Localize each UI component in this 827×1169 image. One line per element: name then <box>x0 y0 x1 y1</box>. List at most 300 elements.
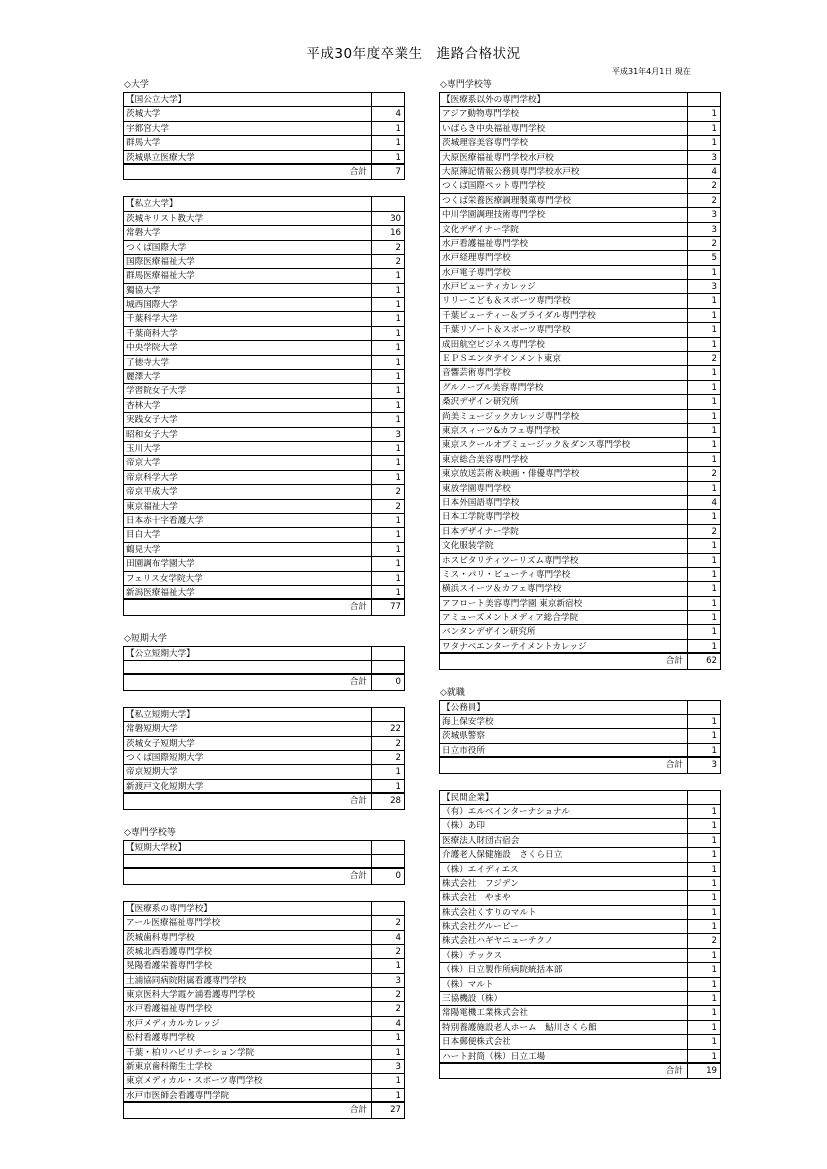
school-name: 日本外国語専門学校 <box>440 496 688 509</box>
school-name: フェリス女学院大学 <box>124 572 372 585</box>
acceptance-count: 2 <box>395 501 401 512</box>
total-label: 合計 <box>124 675 372 689</box>
school-name: 常磐短期大学 <box>124 722 372 735</box>
school-row <box>124 136 404 150</box>
acceptance-count: 1 <box>395 559 401 570</box>
section-heading: ◇就職 <box>440 687 465 698</box>
school-name: 茨城歯科専門学校 <box>124 931 372 944</box>
school-name: 茨城北西看護専門学校 <box>124 945 372 958</box>
school-name: 国際医療福祉大学 <box>124 255 372 268</box>
school-row <box>440 992 720 1006</box>
school-name: 株式会社グルーピー <box>440 920 688 933</box>
acceptance-count: 2 <box>395 918 401 929</box>
acceptance-count: 1 <box>395 1047 401 1058</box>
school-name: 茨城県立医療大学 <box>124 151 372 163</box>
school-name: 茨城キリスト教大学 <box>124 212 372 225</box>
section-heading: ◇専門学校等 <box>124 827 176 838</box>
acceptance-count: 1 <box>395 1033 401 1044</box>
acceptance-count: 1 <box>711 731 717 742</box>
school-row <box>440 554 720 568</box>
acceptance-count: 2 <box>395 1004 401 1015</box>
section-group <box>123 632 405 810</box>
acceptance-count: 22 <box>390 724 401 735</box>
section-heading: ◇短期大学 <box>124 633 167 644</box>
section-group <box>123 78 405 616</box>
acceptance-count: 1 <box>711 907 717 918</box>
school-name: つくば栄養医療調理製菓専門学校 <box>440 194 688 207</box>
school-name <box>124 661 372 673</box>
acceptance-count: 2 <box>711 469 717 480</box>
acceptance-count: 1 <box>711 850 717 861</box>
school-row <box>124 780 404 794</box>
school-row <box>440 978 720 992</box>
acceptance-count: 1 <box>711 411 717 422</box>
school-row <box>124 1060 404 1074</box>
school-name: 獨協大学 <box>124 284 372 297</box>
acceptance-count: 1 <box>395 472 401 483</box>
school-row <box>440 136 720 150</box>
school-name: 水戸電子専門学校 <box>440 266 688 279</box>
school-row <box>124 399 404 413</box>
total-row <box>124 675 404 689</box>
acceptance-count: 1 <box>711 512 717 523</box>
school-row <box>440 424 720 438</box>
school-name: 学習院女子大学 <box>124 384 372 397</box>
acceptance-count: 1 <box>711 584 717 595</box>
acceptance-count: 1 <box>711 979 717 990</box>
total-label: 合計 <box>124 165 372 179</box>
school-row <box>124 1074 404 1088</box>
acceptance-count: 1 <box>711 483 717 494</box>
school-name: 帝京平成大学 <box>124 485 372 498</box>
page-title: 平成30年度卒業生 進路合格状況 <box>306 46 521 62</box>
school-row <box>124 471 404 485</box>
school-row <box>440 863 720 877</box>
school-row <box>440 266 720 280</box>
acceptance-count: 1 <box>711 267 717 278</box>
school-row <box>440 640 720 654</box>
category-title: 【国公立大学】 <box>124 93 372 106</box>
school-row <box>440 165 720 179</box>
school-name: 音響芸術専門学校 <box>440 366 688 379</box>
school-row <box>440 338 720 352</box>
school-row <box>124 298 404 312</box>
total-label: 合計 <box>124 794 372 808</box>
acceptance-count: 2 <box>711 936 717 947</box>
school-name: 尚美ミュージックカレッジ専門学校 <box>440 410 688 423</box>
acceptance-count: 1 <box>395 138 401 149</box>
category-title-count <box>372 841 404 854</box>
total-count: 3 <box>711 760 717 771</box>
acceptance-count: 1 <box>711 613 717 624</box>
total-count: 62 <box>706 656 717 667</box>
total-row <box>440 654 720 668</box>
school-name: 中川学園調理技術専門学校 <box>440 208 688 221</box>
school-row <box>440 949 720 963</box>
category-header-row <box>440 791 720 805</box>
category-table <box>439 92 721 670</box>
school-row <box>440 381 720 395</box>
school-row <box>440 194 720 208</box>
acceptance-count: 1 <box>395 357 401 368</box>
school-row <box>440 963 720 977</box>
acceptance-count: 1 <box>711 922 717 933</box>
school-row <box>440 568 720 582</box>
school-name: 新東京歯科衛生士学校 <box>124 1060 372 1073</box>
acceptance-count: 1 <box>711 1037 717 1048</box>
school-row <box>124 751 404 765</box>
school-name <box>124 855 372 867</box>
school-name: 鶴見大学 <box>124 543 372 556</box>
acceptance-count <box>372 855 404 867</box>
acceptance-count: 1 <box>395 767 401 778</box>
school-name: （株）マルト <box>440 978 688 991</box>
school-name: 田園調布学園大学 <box>124 557 372 570</box>
school-row <box>440 323 720 337</box>
acceptance-count: 1 <box>711 878 717 889</box>
school-row <box>124 543 404 557</box>
school-row <box>124 269 404 283</box>
school-name: （株）あ印 <box>440 819 688 832</box>
school-row <box>124 212 404 226</box>
school-name: 常磐大学 <box>124 226 372 239</box>
school-name: 東京福祉大学 <box>124 500 372 513</box>
left-column <box>123 78 405 1135</box>
school-name: 東京スクールオブミュージック＆ダンス専門学校 <box>440 438 688 451</box>
school-name: 株式会社 フジデン <box>440 877 688 890</box>
school-name: アフロート美容専門学園 東京新宿校 <box>440 597 688 610</box>
acceptance-count: 1 <box>711 541 717 552</box>
school-name: ホスピタリティツーリズム専門学校 <box>440 554 688 567</box>
school-row <box>440 625 720 639</box>
school-row <box>440 122 720 136</box>
school-name: 茨城大学 <box>124 107 372 120</box>
total-count: 77 <box>390 602 401 613</box>
school-name: 茨城理容美容専門学校 <box>440 136 688 149</box>
category-header-row <box>440 93 720 107</box>
category-title-count <box>372 647 404 660</box>
acceptance-count: 2 <box>395 256 401 267</box>
school-row <box>124 855 404 869</box>
school-name: 新潟医療福祉大学 <box>124 586 372 598</box>
school-row <box>124 241 404 255</box>
acceptance-count: 3 <box>711 152 717 163</box>
acceptance-count: 1 <box>395 1076 401 1087</box>
total-row <box>124 794 404 808</box>
school-row <box>440 510 720 524</box>
category-header-row <box>124 708 404 722</box>
school-row <box>440 877 720 891</box>
school-name: アール医療福祉専門学校 <box>124 916 372 929</box>
school-row <box>440 848 720 862</box>
school-row <box>440 525 720 539</box>
acceptance-count: 2 <box>711 354 717 365</box>
acceptance-count: 1 <box>395 587 401 598</box>
acceptance-count: 1 <box>711 296 717 307</box>
school-row <box>440 920 720 934</box>
acceptance-count: 1 <box>711 325 717 336</box>
total-row <box>124 600 404 614</box>
school-name: 東京放送芸術＆映画・俳優専門学校 <box>440 467 688 480</box>
category-title: 【公務員】 <box>440 701 688 714</box>
school-name: ＥＰＳエンタテインメント東京 <box>440 352 688 365</box>
school-row <box>124 1031 404 1045</box>
school-name: 千葉ビューティー＆ブライダル専門学校 <box>440 309 688 322</box>
school-name: 中央学院大学 <box>124 341 372 354</box>
acceptance-count: 3 <box>395 1062 401 1073</box>
category-title: 【公立短期大学】 <box>124 647 372 660</box>
acceptance-count: 2 <box>395 946 401 957</box>
school-row <box>124 255 404 269</box>
acceptance-count: 1 <box>711 123 717 134</box>
school-name: 杏林大学 <box>124 399 372 412</box>
school-row <box>440 280 720 294</box>
school-row <box>124 931 404 945</box>
acceptance-count: 1 <box>395 271 401 282</box>
school-name: 茨城県警察 <box>440 729 688 742</box>
school-row <box>124 226 404 240</box>
school-row <box>440 179 720 193</box>
acceptance-count: 1 <box>395 386 401 397</box>
section-group <box>439 78 721 670</box>
school-row <box>124 413 404 427</box>
acceptance-count: 3 <box>711 224 717 235</box>
category-title-count <box>688 791 720 804</box>
acceptance-count: 1 <box>711 1051 717 1062</box>
school-name: 千葉リゾート＆スポーツ専門学校 <box>440 323 688 336</box>
school-name: 群馬医療福祉大学 <box>124 269 372 282</box>
total-count: 0 <box>395 871 401 882</box>
acceptance-count: 1 <box>711 440 717 451</box>
total-count: 19 <box>706 1066 717 1076</box>
acceptance-count: 1 <box>711 425 717 436</box>
school-row <box>124 737 404 751</box>
acceptance-count: 3 <box>711 282 717 293</box>
acceptance-count: 1 <box>711 569 717 580</box>
total-count: 7 <box>395 166 401 177</box>
school-name: 水戸看護福祉専門学校 <box>440 237 688 250</box>
acceptance-count: 1 <box>395 1090 401 1101</box>
total-label: 合計 <box>124 869 372 883</box>
school-name: 横浜スイーツ＆カフェ専門学校 <box>440 582 688 595</box>
school-name: 日立市役所 <box>440 744 688 756</box>
school-name: （有）エルベインターナショナル <box>440 805 688 818</box>
school-row <box>440 906 720 920</box>
school-row <box>124 974 404 988</box>
school-name: 日本工学院専門学校 <box>440 510 688 523</box>
school-row <box>440 611 720 625</box>
acceptance-count: 1 <box>711 821 717 832</box>
school-name: 帝京短期大学 <box>124 765 372 778</box>
acceptance-count: 1 <box>711 368 717 379</box>
school-name: 東京メディカル・スポーツ専門学校 <box>124 1074 372 1087</box>
acceptance-count: 2 <box>711 526 717 537</box>
school-name: 土浦協同病院附属看護専門学校 <box>124 974 372 987</box>
school-name: 文化デザイナー学院 <box>440 223 688 236</box>
section-group <box>439 686 721 1080</box>
school-name: 介護老人保健施設 さくら日立 <box>440 848 688 861</box>
school-row <box>124 945 404 959</box>
school-name: つくば国際短期大学 <box>124 751 372 764</box>
acceptance-count: 2 <box>395 738 401 749</box>
school-row <box>440 582 720 596</box>
category-table <box>123 196 405 615</box>
school-row <box>440 744 720 758</box>
acceptance-count: 1 <box>395 400 401 411</box>
school-name: 松村看護専門学校 <box>124 1031 372 1044</box>
school-row <box>124 356 404 370</box>
school-row <box>124 1046 404 1060</box>
school-row <box>440 1050 720 1064</box>
school-row <box>440 107 720 121</box>
school-name: 水戸ビューティカレッジ <box>440 280 688 293</box>
school-row <box>440 208 720 222</box>
school-name: （株）エイディエス <box>440 863 688 876</box>
acceptance-count: 3 <box>711 210 717 221</box>
school-name: 実践女子大学 <box>124 413 372 426</box>
acceptance-count: 2 <box>395 990 401 1001</box>
school-name: 茨城女子短期大学 <box>124 737 372 750</box>
school-name: 成田航空ビジネス専門学校 <box>440 338 688 351</box>
acceptance-count: 4 <box>395 109 401 120</box>
acceptance-count: 3 <box>395 429 401 440</box>
school-row <box>124 341 404 355</box>
acceptance-count: 1 <box>395 781 401 792</box>
school-row <box>124 151 404 165</box>
school-row <box>124 586 404 600</box>
school-row <box>440 251 720 265</box>
as-of-date: 平成31年4月1日 現在 <box>612 67 691 76</box>
category-header-row <box>124 902 404 916</box>
school-row <box>124 312 404 326</box>
total-count: 27 <box>390 1105 401 1116</box>
school-name: 東京医科大学霞ケ浦看護専門学校 <box>124 988 372 1001</box>
acceptance-count: 1 <box>711 454 717 465</box>
acceptance-count: 1 <box>395 300 401 311</box>
school-name: 了徳寺大学 <box>124 356 372 369</box>
school-name: アミューズメントメディア総合学院 <box>440 611 688 624</box>
school-row <box>124 1089 404 1103</box>
school-row <box>440 151 720 165</box>
school-name: 医療法人財団古宿会 <box>440 834 688 847</box>
category-title-count <box>688 701 720 714</box>
school-row <box>124 500 404 514</box>
acceptance-count: 1 <box>711 598 717 609</box>
school-row <box>124 765 404 779</box>
school-row <box>440 891 720 905</box>
acceptance-count: 1 <box>395 443 401 454</box>
acceptance-count: 1 <box>711 835 717 846</box>
acceptance-count: 1 <box>711 310 717 321</box>
school-name: リリーこども＆スポーツ専門学校 <box>440 294 688 307</box>
acceptance-count: 1 <box>711 965 717 976</box>
acceptance-count: 4 <box>395 932 401 943</box>
school-name: 目白大学 <box>124 528 372 541</box>
school-row <box>440 934 720 948</box>
school-row <box>124 384 404 398</box>
category-table <box>439 700 721 774</box>
school-name: 株式会社くすりのマルト <box>440 906 688 919</box>
school-row <box>440 805 720 819</box>
acceptance-count: 1 <box>395 372 401 383</box>
acceptance-count: 1 <box>711 555 717 566</box>
school-row <box>124 442 404 456</box>
acceptance-count <box>372 661 404 673</box>
school-row <box>124 107 404 121</box>
category-table <box>123 707 405 810</box>
acceptance-count: 1 <box>395 314 401 325</box>
school-name: 帝京大学 <box>124 456 372 469</box>
category-header-row <box>124 647 404 661</box>
acceptance-count: 1 <box>395 152 401 163</box>
category-title: 【短期大学校】 <box>124 841 372 854</box>
school-name: 日本赤十字看護大学 <box>124 514 372 527</box>
acceptance-count: 2 <box>711 181 717 192</box>
category-header-row <box>124 93 404 107</box>
school-name: 東放学園専門学校 <box>440 482 688 495</box>
school-name: ミス・パリ・ビューティ専門学校 <box>440 568 688 581</box>
category-title-count <box>372 197 404 210</box>
acceptance-count: 16 <box>390 228 401 239</box>
total-label: 合計 <box>440 1064 688 1078</box>
school-name: 文化服装学院 <box>440 539 688 552</box>
category-title: 【民間企業】 <box>440 791 688 804</box>
school-name: 株式会社 やまや <box>440 891 688 904</box>
school-name: 城西国際大学 <box>124 298 372 311</box>
total-row <box>440 758 720 772</box>
total-count: 0 <box>395 677 401 688</box>
category-title-count <box>372 93 404 106</box>
right-column <box>439 78 721 1095</box>
acceptance-count: 5 <box>711 253 717 264</box>
school-name: バンタンデザイン研究所 <box>440 625 688 638</box>
school-row <box>124 327 404 341</box>
acceptance-count: 3 <box>395 975 401 986</box>
acceptance-count: 1 <box>711 806 717 817</box>
category-title: 【私立大学】 <box>124 197 372 210</box>
school-name: アジア動物専門学校 <box>440 107 688 120</box>
acceptance-count: 1 <box>711 950 717 961</box>
school-row <box>440 496 720 510</box>
school-row <box>440 834 720 848</box>
acceptance-count: 1 <box>395 415 401 426</box>
acceptance-count: 1 <box>711 138 717 149</box>
school-row <box>124 572 404 586</box>
school-name: いばらき中央福祉専門学校 <box>440 122 688 135</box>
school-name: 日本デザイナー学院 <box>440 525 688 538</box>
school-name: 海上保安学校 <box>440 715 688 728</box>
school-name: 麗澤大学 <box>124 370 372 383</box>
school-row <box>124 1017 404 1031</box>
school-name: 帝京科学大学 <box>124 471 372 484</box>
acceptance-count: 1 <box>711 1008 717 1019</box>
acceptance-count: 1 <box>711 893 717 904</box>
school-name: 宇都宮大学 <box>124 122 372 135</box>
school-name: 水戸経理専門学校 <box>440 251 688 264</box>
acceptance-count: 1 <box>395 530 401 541</box>
school-row <box>440 715 720 729</box>
school-row <box>124 722 404 736</box>
school-row <box>440 352 720 366</box>
acceptance-count: 1 <box>711 1022 717 1033</box>
acceptance-count: 1 <box>711 864 717 875</box>
acceptance-count: 1 <box>395 123 401 134</box>
acceptance-count: 1 <box>711 109 717 120</box>
school-name: 特別養護施設老人ホーム 鮎川さくら館 <box>440 1021 688 1034</box>
acceptance-count: 1 <box>711 382 717 393</box>
acceptance-count: 1 <box>711 745 717 756</box>
category-table <box>123 840 405 885</box>
